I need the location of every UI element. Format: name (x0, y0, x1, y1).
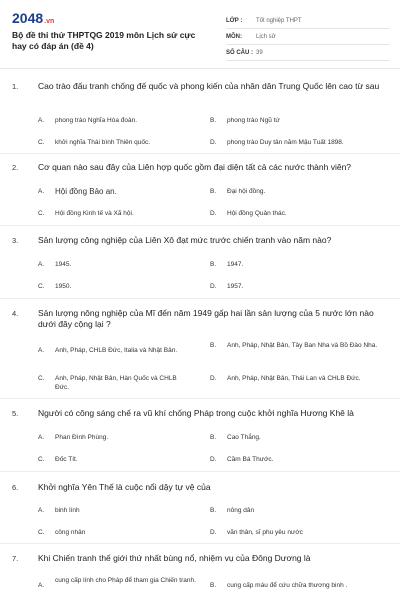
question-text: Cơ quan nào sau đây của Liên hợp quốc gồm đại diện tất cả các nước thành viên? (38, 162, 352, 172)
option-letter: D. (210, 456, 217, 463)
option-text: khởi nghĩa Thái bình Thiên quốc. (55, 139, 151, 146)
question-number: 4. (12, 309, 19, 318)
option-letter: D. (210, 283, 217, 290)
site-logo[interactable] (12, 10, 54, 26)
option-letter: A. (38, 434, 45, 441)
question-number: 5. (12, 409, 19, 418)
option-text: công nhân (55, 529, 86, 536)
option-letter: B. (210, 261, 217, 268)
option-letter: A. (38, 188, 45, 195)
option-text: binh lính (55, 507, 80, 514)
question-number: 3. (12, 236, 19, 245)
option-letter: A. (38, 261, 45, 268)
option-text: 1957. (227, 283, 244, 290)
question-number: 1. (12, 82, 19, 91)
option-letter: B. (210, 507, 217, 514)
option-text: Hội đồng Kinh tế và Xã hội. (55, 210, 134, 217)
option-letter: D. (210, 529, 217, 536)
option-text: Hội đồng Bảo an. (55, 187, 117, 196)
option-letter: C. (38, 283, 45, 290)
option-text: Anh, Pháp, Nhật Bản, Hàn Quốc và CHLB Đức. (55, 375, 177, 391)
option-letter: B. (210, 117, 217, 124)
option-text: phong trào Nghĩa Hòa đoàn. (55, 117, 138, 124)
option-text: phong trào Duy tân năm Mậu Tuất 1898. (227, 139, 344, 146)
option-text: 1945. (55, 261, 72, 268)
meta-value: 39 (256, 49, 263, 56)
logo-suffix: .vn (44, 18, 55, 25)
meta-row-subject (226, 29, 390, 45)
option-letter: C. (38, 529, 45, 536)
meta-label: SỐ CÂU : (226, 49, 253, 56)
option-text: 1950. (55, 283, 72, 290)
meta-value: Lịch sử (256, 33, 276, 40)
option-letter: D. (210, 210, 217, 217)
question-number: 6. (12, 483, 19, 492)
option-text: Phan Đình Phùng. (55, 434, 109, 441)
header-divider (0, 68, 400, 69)
document-header (0, 0, 400, 62)
option-text: phong trào Ngũ tứ (227, 117, 280, 124)
question-separator (0, 398, 400, 399)
option-letter: A. (38, 117, 45, 124)
question-separator (0, 298, 400, 299)
option-text: văn thân, sĩ phu yêu nước (227, 529, 303, 536)
question-separator (0, 153, 400, 154)
option-letter: A. (38, 507, 45, 514)
meta-row-class (226, 13, 390, 29)
option-text: Cao Thắng. (227, 434, 261, 441)
question-text: Khi Chiến tranh thế giới thứ nhất bùng nổ, nhiệm vụ của Đông Dương là (38, 553, 311, 563)
meta-label: LỚP : (226, 17, 243, 24)
question-text: Cao trào đấu tranh chống đế quốc và phong kiến của nhân dân Trung Quốc lên cao từ sau (38, 81, 380, 91)
meta-value: Tốt nghiệp THPT (256, 17, 302, 24)
option-letter: B. (210, 188, 217, 195)
option-letter: B. (210, 582, 217, 589)
question-text: Sản lượng nông nghiệp của Mĩ đến năm 1949 gấp hai lần sản lượng của 5 nước lớn nào dưới đây cộng lại ? (38, 308, 374, 329)
question-text: Người có công sáng chế ra vũ khí chống Pháp trong cuộc khởi nghĩa Hương Khê là (38, 408, 354, 418)
option-text: nông dân (227, 507, 255, 514)
question-text: Khởi nghĩa Yên Thế là cuộc nổi dậy tự vệ của (38, 482, 211, 492)
question-separator (0, 471, 400, 472)
logo-text: 2048 (12, 10, 44, 26)
option-text: Đại hội đồng. (227, 188, 266, 195)
option-letter: D. (210, 375, 217, 382)
option-letter: C. (38, 375, 45, 382)
option-text: cung cấp lính cho Pháp để tham gia Chiến tranh. (55, 577, 196, 584)
document-title: Bộ đề thi thử THPTQG 2019 môn Lịch sử cực hay có đáp án (đề 4) (12, 30, 196, 51)
question-number: 7. (12, 554, 19, 563)
option-text: Cầm Bá Thước. (227, 456, 274, 463)
option-text: cung cấp máu để cứu chữa thương binh . (227, 582, 348, 589)
option-letter: C. (38, 139, 45, 146)
option-letter: C. (38, 210, 45, 217)
question-separator (0, 225, 400, 226)
meta-row-count (226, 45, 390, 61)
meta-label: MÔN: (226, 33, 242, 40)
meta-table (226, 13, 390, 61)
option-letter: A. (38, 347, 45, 354)
option-text: Đốc Tít. (55, 456, 78, 463)
option-letter: D. (210, 139, 217, 146)
option-text: Anh, Pháp, Nhật Bản, Thái Lan và CHLB Đức. (227, 375, 361, 382)
option-letter: B. (210, 342, 217, 349)
question-text: Sản lượng công nghiệp của Liên Xô đạt mức trước chiến tranh vào năm nào? (38, 235, 332, 245)
option-text: Anh, Pháp, Nhật Bản, Tây Ban Nha và Bồ Đào Nha. (227, 342, 378, 349)
option-text: 1947. (227, 261, 244, 268)
question-number: 2. (12, 163, 19, 172)
option-text: Anh, Pháp, CHLB Đức, Italia và Nhật Bản. (55, 347, 178, 354)
question-separator (0, 543, 400, 544)
option-letter: C. (38, 456, 45, 463)
option-letter: B. (210, 434, 217, 441)
option-letter: A. (38, 582, 45, 589)
option-text: Hội đồng Quản thác. (227, 210, 287, 217)
